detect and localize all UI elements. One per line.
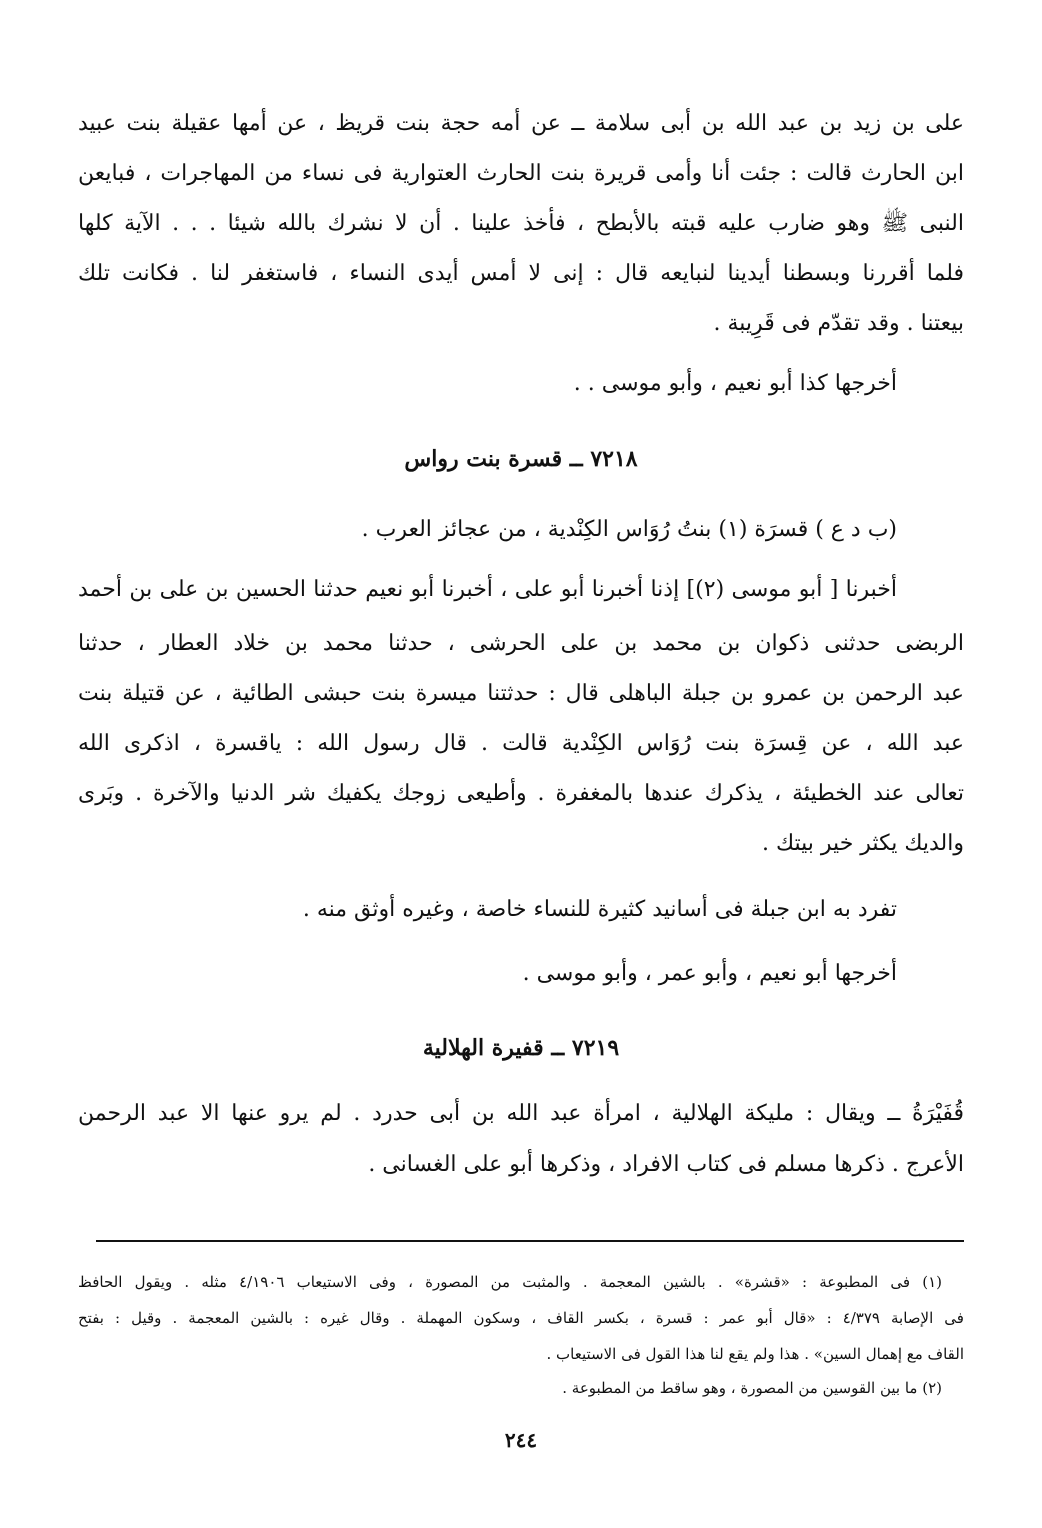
attribution-1: أخرجها كذا أبو نعيم ، وأبو موسى . . xyxy=(573,371,897,396)
paragraph-1-line-1: على بن زيد بن عبد الله بن أبى سلامة ــ عن أمه حجة بنت قريظ ، عن أمها عقيلة بنت عبيد xyxy=(78,111,964,136)
paragraph-1-line-3: النبى ﷺ وهو ضارب عليه قبته بالأبطح ، فأخذ علينا . أن لا نشرك بالله شيئا . . . الآية كلها xyxy=(78,211,964,236)
footnote-1-line-3: القاف مع إهمال السين» . هذا ولم يقع لنا هذا القول فى الاستيعاب . xyxy=(546,1345,964,1363)
paragraph-1-line-4: فلما أقررنا وبسطنا أيدينا لنبايعه قال : إنى لا أمس أيدى النساء ، فاستغفر لنا . فكانت تلك xyxy=(78,261,964,286)
page-number: ٢٤٤ xyxy=(504,1428,538,1452)
footnote-separator xyxy=(96,1240,964,1242)
entry-7219-line-2: الأعرج . ذكرها مسلم فى كتاب الافراد ، وذكرها أبو على الغسانى . xyxy=(368,1152,964,1177)
paragraph-1-line-2: ابن الحارث قالت : جئت أنا وأمى قريرة بنت الحارث العتوارية فى نساء من المهاجرات ، فبايعن xyxy=(78,161,964,186)
entry-7218-line-4: عبد الله ، عن قِسرَة بنت رُوَاس الكِنْدية قالت . قال رسول الله : ياقسرة ، اذكرى الله xyxy=(78,731,964,756)
entry-7219-line-1: قُفَيْرَةُ ــ ويقال : مليكة الهلالية ، امرأة عبد الله بن أبى حدرد . لم يرو عنها الا عبد الرحمن xyxy=(78,1101,964,1126)
footnote-2: (٢) ما بين القوسين من المصورة ، وهو ساقط من المطبوعة . xyxy=(562,1379,942,1397)
entry-7218-line-5: تعالى عند الخطيئة ، يذكرك عندها بالمغفرة . وأطيعى زوجك يكفيك شر الدنيا والآخرة . وبَرى xyxy=(78,781,964,806)
entry-7218-note: تفرد به ابن جبلة فى أسانيد كثيرة للنساء خاصة ، وغيره أوثق منه . xyxy=(302,897,897,922)
entry-heading-7218: ٧٢١٨ ــ قسرة بنت رواس xyxy=(404,446,638,472)
entry-7218-line-3: عبد الرحمن بن عمرو بن جبلة الباهلى قال : حدثتنا ميسرة بنت حبشى الطائية ، عن قتيلة بنت xyxy=(78,681,964,706)
entry-7218-line-1: أخبرنا [ أبو موسى (٢)] إذنا أخبرنا أبو على ، أخبرنا أبو نعيم حدثنا الحسين بن على بن أحمد xyxy=(78,577,897,602)
entry-7218-line-6: والديك يكثر خير بيتك . xyxy=(762,831,964,856)
entry-7218-attribution: أخرجها أبو نعيم ، وأبو عمر ، وأبو موسى . xyxy=(522,961,897,986)
footnote-1-line-2: فى الإصابة ٤/٣٧٩ : «قال أبو عمر : قسرة ، بكسر القاف ، وسكون المهملة . وقال غيره : بالشين المعجمة . وقيل : بفتح xyxy=(78,1309,964,1327)
entry-7218-intro: (ب د ع ) قسرَة (١) بنتُ رُوَاس الكِنْدية ، من عجائز العرب . xyxy=(361,517,897,542)
entry-7218-line-2: الربضى حدثنى ذكوان بن محمد بن على الحرشى ، حدثنا محمد بن خلاد العطار ، حدثنا xyxy=(78,631,964,656)
entry-heading-7219: ٧٢١٩ ــ قفيرة الهلالية xyxy=(422,1035,620,1061)
footnote-1-line-1: (١) فى المطبوعة : «قشرة» . بالشين المعجمة . والمثبت من المصورة ، وفى الاستيعاب ٤/١٩٠٦ مثله . ويقول الحافظ xyxy=(78,1273,942,1291)
paragraph-1-line-5: بيعتنا . وقد تقدّم فى قَرِيبة . xyxy=(713,311,964,336)
